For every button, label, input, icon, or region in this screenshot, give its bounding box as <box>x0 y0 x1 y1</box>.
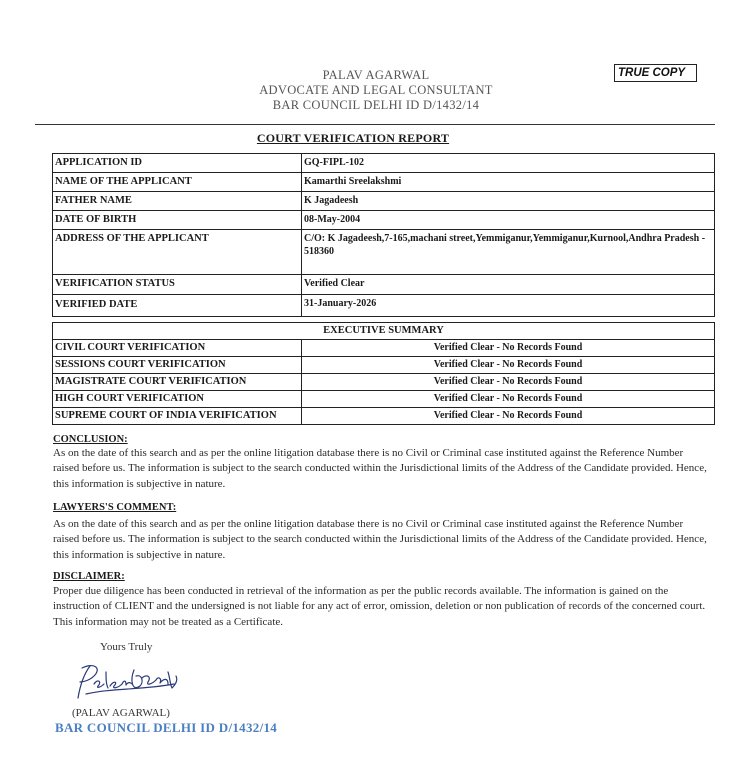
row-value: Verified Clear <box>302 275 715 295</box>
row-label: FATHER NAME <box>53 192 302 211</box>
table-row <box>53 357 715 374</box>
signatory-name: (PALAV AGARWAL) <box>72 707 170 719</box>
row-label: CIVIL COURT VERIFICATION <box>53 340 302 357</box>
advocate-bar-id: BAR COUNCIL DELHI ID D/1432/14 <box>272 98 480 112</box>
table-row <box>53 211 715 230</box>
table-header-row <box>53 323 715 340</box>
row-value: C/O: K Jagadeesh,7-165,machani street,Yemmiganur,Yemmiganur,Kurnool,Andhra Pradesh - 518360 <box>302 230 715 275</box>
row-label: APPLICATION ID <box>53 154 302 173</box>
row-value: Kamarthi Sreelakshmi <box>302 173 715 192</box>
signature-image <box>72 658 182 702</box>
row-value: Verified Clear - No Records Found <box>302 357 715 374</box>
true-copy-stamp: TRUE COPY <box>614 64 697 82</box>
row-value: Verified Clear - No Records Found <box>302 391 715 408</box>
executive-summary-title: EXECUTIVE SUMMARY <box>53 323 715 340</box>
table-row <box>53 230 715 275</box>
row-label: HIGH COURT VERIFICATION <box>53 391 302 408</box>
conclusion-text: As on the date of this search and as per the online litigation database there is no Civil or Criminal case instituted against the Reference Number raised before us. The information is subject to the search conducted within the Jurisdictional limits of the Address of the Candidate provided. Hence, this information is subjective in nature. <box>53 447 707 490</box>
table-row <box>53 391 715 408</box>
executive-summary-table <box>52 322 715 425</box>
row-value: 08-May-2004 <box>302 211 715 230</box>
row-value: 31-January-2026 <box>302 295 715 317</box>
row-label: ADDRESS OF THE APPLICANT <box>53 230 302 275</box>
signatory-bar-id: BAR COUNCIL DELHI ID D/1432/14 <box>55 720 278 735</box>
row-label: VERIFIED DATE <box>53 295 302 317</box>
advocate-name: PALAV AGARWAL <box>322 68 430 82</box>
closing-salutation: Yours Truly <box>100 641 153 653</box>
header-divider <box>35 124 715 125</box>
advocate-designation: ADVOCATE AND LEGAL CONSULTANT <box>259 83 493 97</box>
row-label: NAME OF THE APPLICANT <box>53 173 302 192</box>
table-row <box>53 192 715 211</box>
table-row <box>53 374 715 391</box>
row-value: Verified Clear - No Records Found <box>302 374 715 391</box>
table-row <box>53 154 715 173</box>
disclaimer-title: DISCLAIMER: <box>53 571 125 582</box>
row-value: Verified Clear - No Records Found <box>302 408 715 425</box>
row-value: Verified Clear - No Records Found <box>302 340 715 357</box>
report-title: COURT VERIFICATION REPORT <box>256 131 450 145</box>
row-value: K Jagadeesh <box>302 192 715 211</box>
row-label: SUPREME COURT OF INDIA VERIFICATION <box>53 408 302 425</box>
row-value: GQ-FIPL-102 <box>302 154 715 173</box>
row-label: MAGISTRATE COURT VERIFICATION <box>53 374 302 391</box>
table-row <box>53 173 715 192</box>
applicant-info-table <box>52 153 715 317</box>
conclusion-title: CONCLUSION: <box>53 434 128 445</box>
table-row <box>53 295 715 317</box>
lawyers-comment-title: LAWYERS'S COMMENT: <box>53 502 177 513</box>
table-row <box>53 275 715 295</box>
row-label: SESSIONS COURT VERIFICATION <box>53 357 302 374</box>
table-row <box>53 408 715 425</box>
table-row <box>53 340 715 357</box>
row-label: DATE OF BIRTH <box>53 211 302 230</box>
row-label: VERIFICATION STATUS <box>53 275 302 295</box>
lawyers-comment-text: As on the date of this search and as per the online litigation database there is no Civil or Criminal case instituted against the Reference Number raised before us. The information is subject to the search conducted within the Jurisdictional limits of the Address of the Candidate provided. Hence, this information is subjective in nature. <box>53 518 707 561</box>
disclaimer-text: Proper due diligence has been conducted in retrieval of the information as per the public records available. The information is gained on the instruction of CLIENT and the undersigned is not liable for any act of error, omission, deletion or non publication of records of the concerned court. This information may not be treated as a Certificate. <box>53 585 706 628</box>
